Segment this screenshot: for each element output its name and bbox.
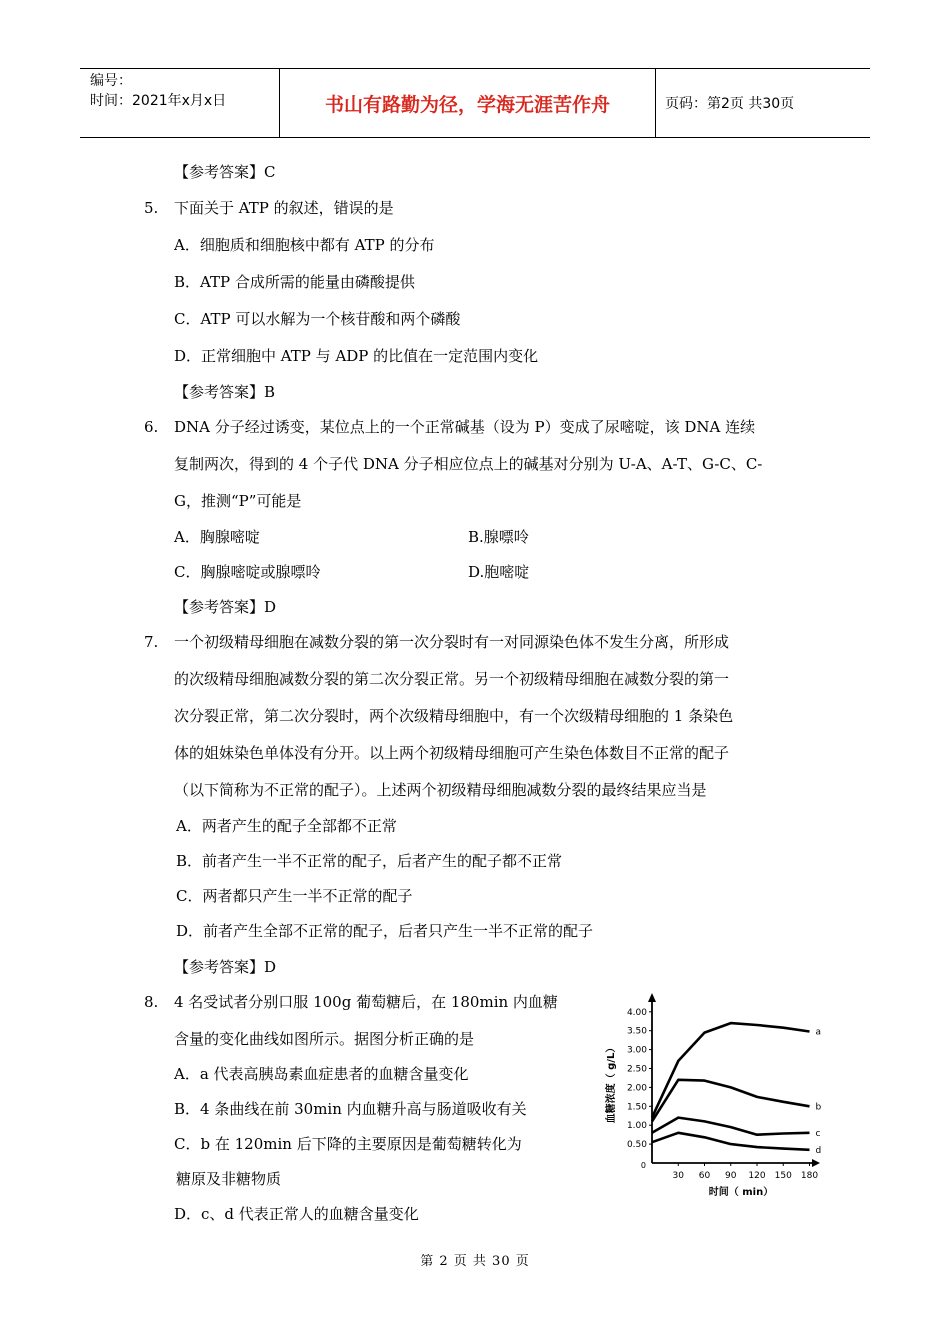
q6-option-c: C．胸腺嘧啶或腺嘌呤 xyxy=(174,563,321,581)
number-label: 编号： xyxy=(90,73,132,89)
q6-line1: DNA 分子经过诱变，某位点上的一个正常碱基（设为 P）变成了尿嘧啶，该 DNA 连续 xyxy=(174,418,756,436)
series-label-b: b xyxy=(815,1102,822,1113)
y-tick-label: 1.50 xyxy=(626,1102,647,1113)
q5-option-a: A．细胞质和细胞核中都有 ATP 的分布 xyxy=(174,236,435,254)
series-line-b xyxy=(652,1080,810,1122)
answer-prev: 【参考答案】C xyxy=(174,163,276,181)
x-tick-label: 180 xyxy=(800,1171,819,1181)
y-tick-label: 4.00 xyxy=(626,1007,647,1018)
x-axis-label: 时间（ min） xyxy=(708,1187,774,1198)
y-axis-label: 血糖浓度（ g/L） xyxy=(606,1042,617,1124)
page-footer: 第 2 页 共 30 页 xyxy=(420,1254,530,1269)
q7-number: 7. xyxy=(144,633,159,651)
blood-glucose-chart xyxy=(596,990,826,1205)
q7-line2: 的次级精母细胞减数分裂的第二次分裂正常。另一个初级精母细胞在减数分裂的第一 xyxy=(174,670,730,688)
q6-number: 6. xyxy=(144,418,159,436)
x-tick-label: 150 xyxy=(774,1171,792,1181)
q8-option-b: B．4 条曲线在前 30min 内血糖升高与肠道吸收有关 xyxy=(174,1100,527,1118)
q6-option-b: B.腺嘌呤 xyxy=(468,528,529,546)
series-label-a: a xyxy=(815,1027,822,1038)
y-tick-label: 0.50 xyxy=(626,1140,647,1151)
header-page-info: 页码：第2页 共30页 xyxy=(665,96,795,112)
q6-line3: G，推测“P”可能是 xyxy=(174,492,302,510)
q8-number: 8. xyxy=(144,993,159,1011)
q7-line1: 一个初级精母细胞在减数分裂的第一次分裂时有一对同源染色体不发生分离，所形成 xyxy=(174,633,730,651)
q7-line3: 次分裂正常，第二次分裂时，两个次级精母细胞中，有一个次级精母细胞的 1 条染色 xyxy=(174,707,734,725)
series-line-d xyxy=(652,1133,810,1150)
y-tick-label: 1.00 xyxy=(626,1121,647,1132)
header-meta xyxy=(80,69,280,137)
date-label: 时间：2021年x月x日 xyxy=(90,93,227,109)
q8-option-a: A．a 代表高胰岛素血症患者的血糖含量变化 xyxy=(174,1065,469,1083)
q5-option-c: C．ATP 可以水解为一个核苷酸和两个磷酸 xyxy=(174,310,461,328)
q7-option-d: D．前者产生全部不正常的配子，后者只产生一半不正常的配子 xyxy=(176,922,594,940)
q6-option-a: A．胸腺嘧啶 xyxy=(174,528,260,546)
q5-answer: 【参考答案】B xyxy=(174,383,276,401)
series-label-c: c xyxy=(815,1128,821,1139)
q8-option-d: D．c、d 代表正常人的血糖含量变化 xyxy=(174,1205,419,1223)
q5-number: 5. xyxy=(144,199,159,217)
q5-option-b: B．ATP 合成所需的能量由磷酸提供 xyxy=(174,273,415,291)
q7-option-a: A．两者产生的配子全部都不正常 xyxy=(176,817,397,835)
y-axis-arrow xyxy=(648,993,656,1002)
q5-option-d: D．正常细胞中 ATP 与 ADP 的比值在一定范围内变化 xyxy=(174,347,539,365)
y-tick-label: 2.50 xyxy=(626,1064,647,1075)
q7-line5: （以下简称为不正常的配子）。上述两个初级精母细胞减数分裂的最终结果应当是 xyxy=(174,781,707,799)
y-tick-label: 3.50 xyxy=(626,1026,647,1037)
q7-option-b: B．前者产生一半不正常的配子，后者产生的配子都不正常 xyxy=(176,852,563,870)
q8-line2: 含量的变化曲线如图所示。据图分析正确的是 xyxy=(174,1030,475,1048)
x-tick-label: 60 xyxy=(698,1171,711,1181)
q7-answer: 【参考答案】D xyxy=(174,958,277,976)
header-motto: 书山有路勤为径，学海无涯苦作舟 xyxy=(280,69,656,137)
q8-option-c1: C．b 在 120min 后下降的主要原因是葡萄糖转化为 xyxy=(174,1135,522,1153)
y-tick-label: 3.00 xyxy=(626,1045,647,1056)
q7-option-c: C．两者都只产生一半不正常的配子 xyxy=(176,887,413,905)
x-tick-label: 30 xyxy=(672,1171,684,1181)
q6-option-d: D.胞嘧啶 xyxy=(468,563,530,581)
x-axis-arrow xyxy=(812,1159,820,1167)
q7-line4: 体的姐妹染色单体没有分开。以上两个初级精母细胞可产生染色体数目不正常的配子 xyxy=(174,744,730,762)
q5-stem: 下面关于 ATP 的叙述，错误的是 xyxy=(174,199,394,217)
origin-label: 0 xyxy=(640,1161,646,1170)
page-header xyxy=(80,68,870,138)
series-label-d: d xyxy=(815,1145,822,1156)
q8-line1: 4 名受试者分别口服 100g 葡萄糖后，在 180min 内血糖 xyxy=(174,993,558,1011)
q8-option-c2: 糖原及非糖物质 xyxy=(176,1170,282,1188)
y-tick-label: 2.00 xyxy=(626,1083,647,1094)
q6-line2: 复制两次，得到的 4 个子代 DNA 分子相应位点上的碱基对分别为 U-A、A-T、G-C、C- xyxy=(174,455,763,473)
series-line-c xyxy=(652,1118,810,1135)
x-tick-label: 120 xyxy=(748,1171,766,1181)
q6-answer: 【参考答案】D xyxy=(174,598,277,616)
x-tick-label: 90 xyxy=(725,1171,737,1181)
